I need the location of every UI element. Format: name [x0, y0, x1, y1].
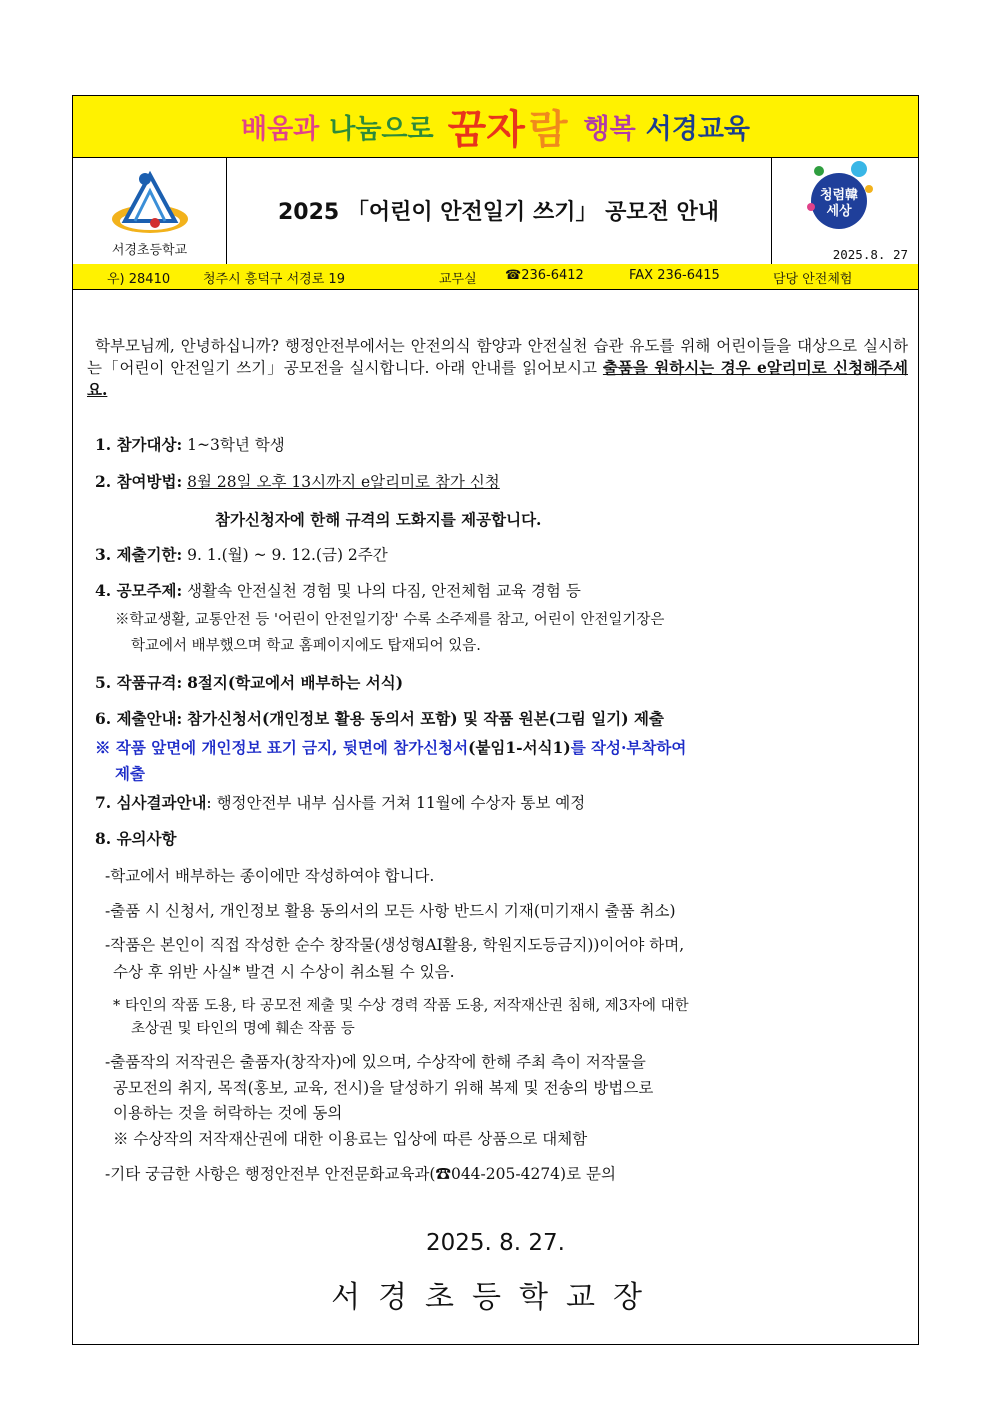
- intro-emphasis: 출품을 원하시는 경우 e알리미로 신청해주세요.: [87, 358, 908, 399]
- item-4: [95, 579, 581, 601]
- item-2-label: 2. 참여방법:: [95, 472, 183, 491]
- item-5: [95, 671, 403, 693]
- emblem-text-1: 청렴韓: [819, 188, 859, 203]
- integrity-emblem-icon: [801, 159, 881, 234]
- item-7: [95, 791, 585, 813]
- item-3-text: 9. 1.(월) ~ 9. 12.(금) 2주간: [187, 546, 388, 564]
- notice-1: -학교에서 배부하는 종이에만 작성하여야 합니다.: [105, 867, 435, 885]
- item-1-text: 1~3학년 학생: [187, 436, 285, 454]
- school-logo-icon: [105, 161, 195, 241]
- item-6-note-1c: 를 작성·부착하여: [570, 738, 687, 757]
- fax-number: FAX 236-6415: [629, 268, 720, 283]
- document-title: 2025 「어린이 안전일기 쓰기」 공모전 안내: [277, 200, 720, 225]
- principal-signature: 서경초등학교장: [331, 1280, 660, 1315]
- slogan-part-1: 배움과: [241, 114, 320, 145]
- item-4-note-1: ※학교생활, 교통안전 등 '어린이 안전일기장' 수록 소주제를 참고, 어린이 안전일기장은: [115, 612, 665, 628]
- item-7-label: 7. 심사결과안내: [95, 793, 207, 812]
- slogan-part-3: 꿈자: [447, 107, 525, 153]
- item-3-label: 3. 제출기한:: [95, 545, 183, 564]
- item-2-sub: 참가신청자에 한해 규격의 도화지를 제공합니다.: [215, 510, 542, 529]
- notice-5b: 공모전의 취지, 목적(홍보, 교육, 전시)을 달성하기 위해 복제 및 전송의 방법으로: [113, 1079, 654, 1097]
- manager: 담당 안전체험: [773, 272, 853, 287]
- slogan-part-6: 행복: [583, 114, 636, 145]
- item-6-note-1: [95, 736, 686, 758]
- notice-7: -기타 궁금한 사항은 행정안전부 안전문화교육과(☎044-205-4274)로 문의: [105, 1165, 616, 1183]
- school-logo-cell: [73, 157, 227, 264]
- title-cell: [226, 157, 772, 264]
- item-6-note-1b: (붙임1-서식1): [468, 738, 571, 757]
- document-frame: [72, 95, 919, 1345]
- item-5-text: 8절지(학교에서 배부하는 서식): [187, 673, 404, 692]
- intro-paragraph: [87, 336, 908, 401]
- footer-date: 2025. 8. 27.: [426, 1230, 565, 1256]
- document-body: [87, 336, 908, 1183]
- item-8-label: 8. 유의사항: [95, 829, 177, 848]
- item-6: [95, 707, 664, 729]
- slogan-part-4: 람: [528, 107, 568, 153]
- notice-5c: 이용하는 것을 허락하는 것에 동의: [113, 1104, 343, 1122]
- notice-4a: * 타인의 작품 도용, 타 공모전 제출 및 수상 경력 작품 도용, 저작재산권 침해, 제3자에 대한: [113, 998, 689, 1014]
- intro-text: 학부모님께, 안녕하십니까? 행정안전부에서는 안전의식 함양과 안전실천 습관 유도를 위해 어린이들을 대상으로 실시하는「어린이 안전일기 쓰기」공모전을 실시합니다. 아래 안내를 읽어보시고: [87, 337, 908, 377]
- item-4-text: 생활속 안전실천 경험 및 나의 다짐, 안전체험 교육 경험 등: [187, 582, 581, 600]
- office-label: 교무실: [439, 272, 477, 287]
- item-6-label: 6. 제출안내:: [95, 709, 183, 728]
- header-date: 2025.8. 27: [832, 247, 908, 262]
- notice-5a: -출품작의 저작권은 출품자(창작자)에 있으며, 수상작에 한해 주최 측이 저작물을: [105, 1053, 646, 1071]
- item-2: [95, 470, 500, 492]
- notice-6: ※ 수상작의 저작재산권에 대한 이용료는 입상에 따른 상품으로 대체함: [113, 1130, 588, 1148]
- street-address: 청주시 흥덕구 서경로 19: [203, 272, 345, 287]
- notice-3a: -작품은 본인이 직접 작성한 순수 창작물(생성형AI활용, 학원지도등금지))이어야 하며,: [105, 936, 685, 954]
- notice-3b: 수상 후 위반 사실* 발견 시 수상이 취소될 수 있음.: [113, 963, 455, 981]
- item-6-note-1a: ※ 작품 앞면에 개인정보 표기 금지, 뒷면에 참가신청서: [95, 738, 469, 757]
- item-1: [95, 433, 285, 455]
- item-5-label: 5. 작품규격:: [95, 673, 183, 692]
- notice-4b: 초상권 및 타인의 명예 훼손 작품 등: [131, 1021, 355, 1037]
- item-6-note-2: 제출: [115, 764, 145, 783]
- slogan-part-7: 서경교육: [645, 114, 750, 145]
- item-1-label: 1. 참가대상:: [95, 435, 183, 454]
- item-3: [95, 543, 388, 565]
- postal-code: 우) 28410: [107, 272, 171, 287]
- item-7-text: : 행정안전부 내부 심사를 거쳐 11월에 수상자 통보 예정: [206, 794, 586, 812]
- school-name: 서경초등학교: [111, 243, 188, 258]
- office-phone: ☎236-6412: [505, 268, 584, 283]
- item-4-note-2: 학교에서 배부했으며 학교 홈페이지에도 탑재되어 있음.: [131, 638, 481, 654]
- slogan-banner: [73, 96, 918, 158]
- notice-2: -출품 시 신청서, 개인정보 활용 동의서의 모든 사항 반드시 기재(미기재시 출품 취소): [105, 902, 676, 920]
- item-6-text: 참가신청서(개인정보 활용 동의서 포함) 및 작품 원본(그림 일기) 제출: [187, 709, 664, 728]
- item-4-label: 4. 공모주제:: [95, 581, 183, 600]
- item-2-text: 8월 28일 오후 13시까지 e알리미로 참가 신청: [187, 473, 500, 491]
- emblem-cell: [771, 157, 918, 264]
- emblem-text-2: 세상: [826, 204, 852, 219]
- slogan-part-2: 나눔으로: [329, 114, 434, 145]
- address-bar: [73, 264, 918, 290]
- document-header: [73, 157, 918, 265]
